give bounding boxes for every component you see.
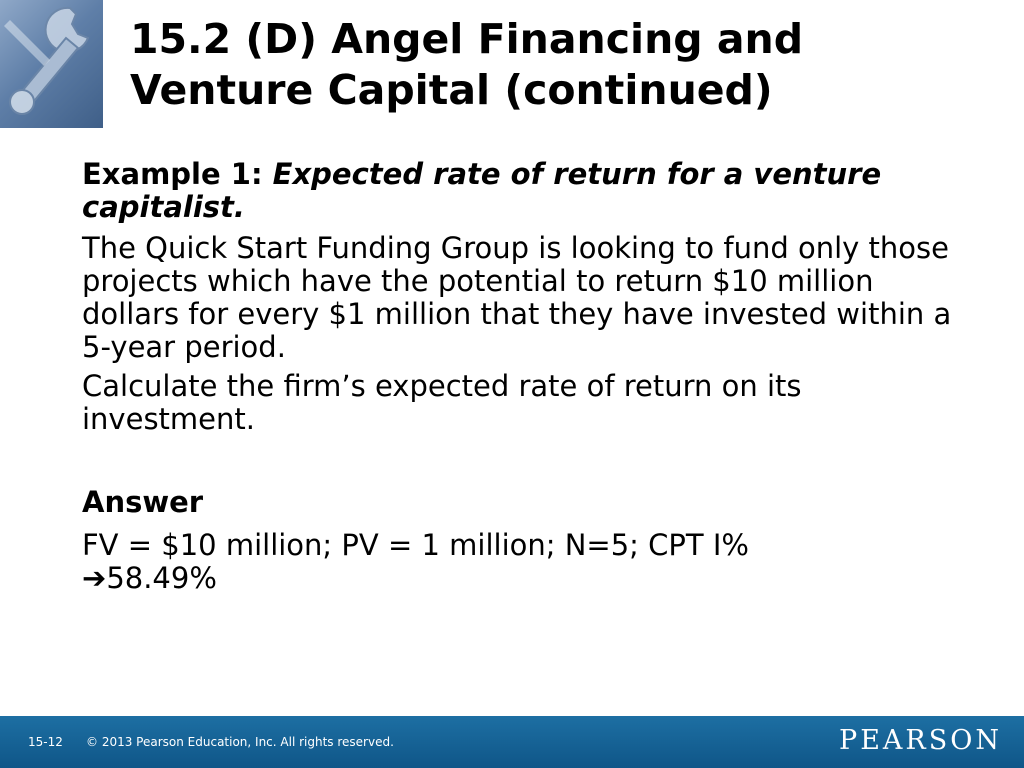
question-paragraph: Calculate the firm’s expected rate of return on its investment. xyxy=(82,369,802,436)
example-title: Expected rate of return for a venture capitalist. xyxy=(82,157,882,224)
answer-text xyxy=(82,529,972,595)
footer-bar xyxy=(0,716,1024,768)
right-arrow-icon: ➔ xyxy=(82,561,107,595)
copyright-notice: © 2013 Pearson Education, Inc. All rights reserved. xyxy=(86,735,394,749)
answer-result: 58.49% xyxy=(106,561,217,595)
spacer xyxy=(82,442,972,486)
example-heading xyxy=(82,158,972,224)
problem-paragraph: The Quick Start Funding Group is looking to fund only those projects which have the potential to return $10 million dollars for every $1 million that they have invested within a 5-year period. xyxy=(82,231,952,364)
slide-number: 15-12 xyxy=(28,735,63,749)
slide-body xyxy=(82,158,972,601)
answer-formula: FV = $10 million; PV = 1 million; N=5; CPT I% xyxy=(82,528,749,562)
wrench-icon xyxy=(0,0,103,128)
answer-heading: Answer xyxy=(82,485,204,519)
wrench-logo-image xyxy=(0,0,103,128)
pearson-logo: PEARSON xyxy=(839,725,1002,756)
slide-title: 15.2 (D) Angel Financing and Venture Capital (continued) xyxy=(130,15,804,114)
example-label: Example 1: xyxy=(82,157,263,191)
